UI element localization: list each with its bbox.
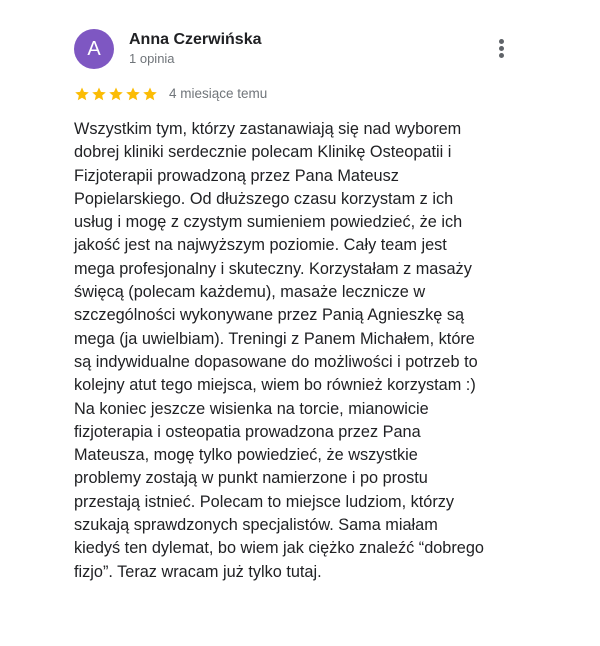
more-vert-icon-dot <box>499 46 504 51</box>
review-text-line: problemy zostają w punkt namierzone i po prostu <box>74 469 428 488</box>
review-text-line: mega (ja uwielbiam). Treningi z Panem Michałem, które <box>74 329 475 348</box>
review-text-line: usług i mogę z czystym sumieniem powiedzieć, że ich <box>74 213 463 232</box>
star-icon <box>142 86 158 102</box>
review-text-line: Na koniec jeszcze wisienka na torcie, mianowicie <box>74 399 429 418</box>
more-vert-icon-dot <box>499 53 504 58</box>
star-icon <box>108 86 124 102</box>
star-icon <box>125 86 141 102</box>
star-rating <box>74 86 159 102</box>
review-text-line: Wszystkim tym, którzy zastanawiają się nad wyborem <box>74 120 462 138</box>
more-vert-icon-dot <box>499 39 504 44</box>
review-text-line: święcą (polecam każdemu), masaże lecznicze w <box>74 283 426 302</box>
review-text-line: kolejny atut tego miejsca, wiem bo również korzystam :) <box>74 376 476 395</box>
review-text-line: są indywidualne dopasowane do możliwości i potrzeb to <box>74 352 478 371</box>
review-text-line: szukają sprawdzonych specjalistów. Sama miałam <box>74 516 438 535</box>
author-review-count: 1 opinia <box>129 51 175 66</box>
review-text-line: fizjoterapia i osteopatia prowadzona przez Pana <box>74 422 421 441</box>
more-options-button[interactable] <box>490 35 514 63</box>
review-text-line: jakość jest na najwyższym poziomie. Cały team jest <box>74 236 447 255</box>
review-text-line: Fizjoterapii prowadzoną przez Pana Mateusz <box>74 166 399 185</box>
author-name[interactable]: Anna Czerwińska <box>129 31 262 48</box>
review-text <box>74 118 534 584</box>
review-text-line: fizjo”. Teraz wracam już tylko tutaj. <box>74 562 322 581</box>
review-text-line: mega profesjonalny i skuteczny. Korzystałam z masaży <box>74 259 472 278</box>
review-text-line: dobrej kliniki serdecznie polecam Klinikę Osteopatii i <box>74 143 452 162</box>
star-icon <box>91 86 107 102</box>
review-text-line: Mateusza, mogę tylko powiedzieć, że wszystkie <box>74 446 418 465</box>
review-text-line: Popielarskiego. Od dłuższego czasu korzystam z ich <box>74 189 454 208</box>
review-text-line: przestają istnieć. Polecam to miejsce ludziom, którzy <box>74 492 455 511</box>
review-text-line: kiedyś ten dylemat, bo wiem jak ciężko znaleźć “dobrego <box>74 539 484 558</box>
review-text-line: szczególności wykonywane przez Panią Agnieszkę są <box>74 306 465 325</box>
rating-row <box>74 84 267 104</box>
avatar[interactable]: A <box>74 29 114 69</box>
review-date: 4 miesiące temu <box>169 86 268 101</box>
star-icon <box>74 86 90 102</box>
